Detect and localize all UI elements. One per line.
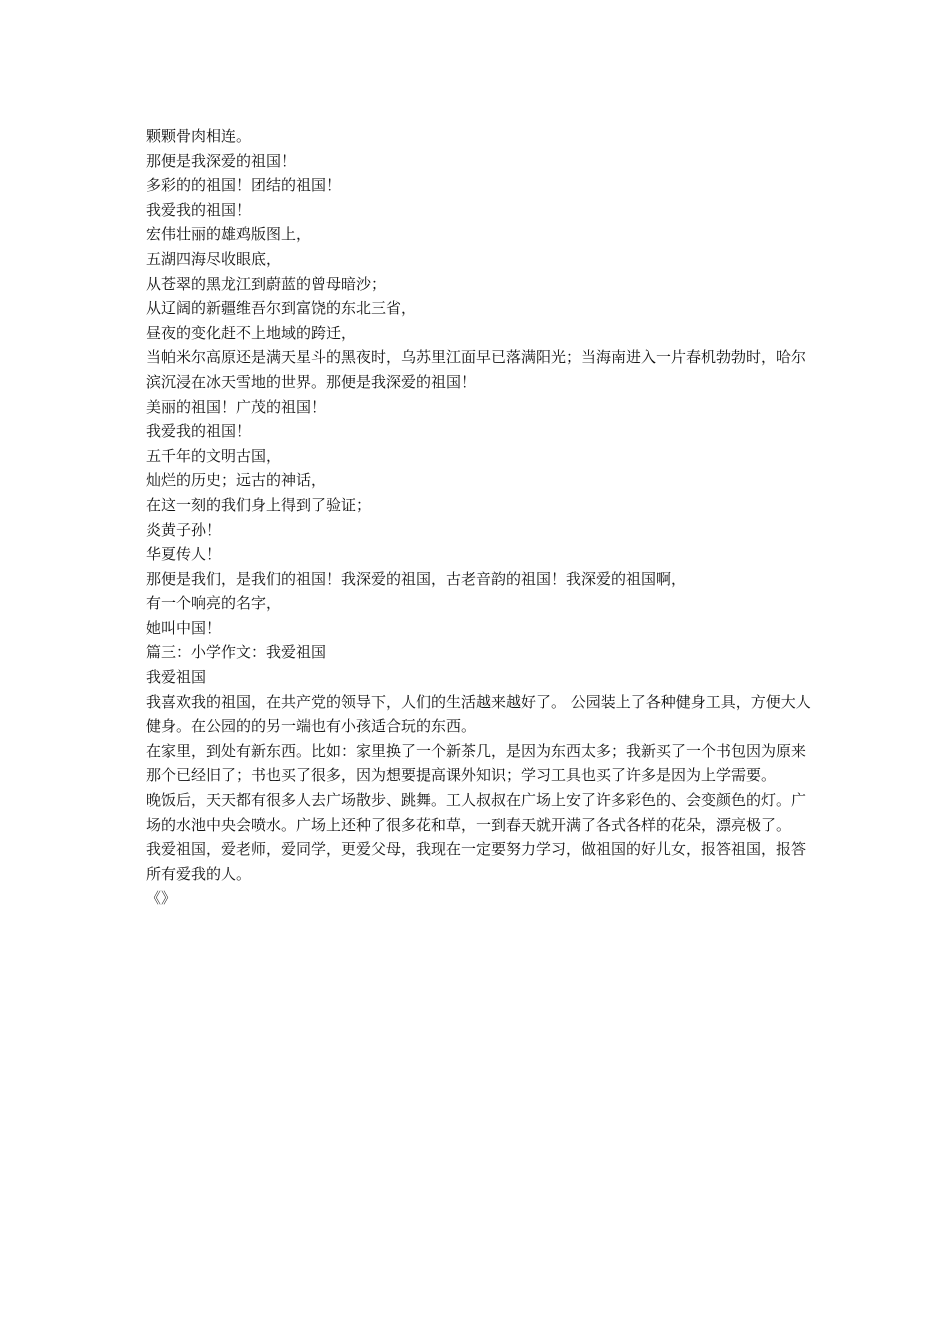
- text-line: 那便是我们，是我们的祖国！我深爱的祖国，古老音韵的祖国！我深爱的祖国啊，: [146, 569, 687, 588]
- text-line: 宏伟壮丽的雄鸡版图上，: [146, 225, 312, 244]
- text-line: 五湖四海尽收眼底，: [146, 249, 282, 268]
- text-line: 从辽阔的新疆维吾尔到富饶的东北三省，: [146, 299, 417, 318]
- text-paragraph: 我爱祖国，爱老师，爱同学，更爱父母，我现在一定要努力学习，做祖国的好儿女，报答祖国，报答所有爱我的人。: [146, 840, 807, 883]
- document-body: [146, 124, 818, 911]
- text-line: 华夏传人！: [146, 545, 222, 564]
- text-line: 《》: [146, 889, 177, 908]
- text-line: 昼夜的变化赶不上地域的跨迁，: [146, 323, 357, 342]
- section-heading: 篇三：小学作文：我爱祖国: [146, 643, 327, 662]
- text-paragraph: 在家里，到处有新东西。比如：家里换了一个新茶几，是因为东西太多；我新买了一个书包因为原来那个已经旧了；书也买了很多，因为想要提高课外知识；学习工具也买了许多是因为上学需要。: [146, 741, 807, 785]
- text-line: 五千年的文明古国，: [146, 446, 282, 465]
- text-line: 在这一刻的我们身上得到了验证；: [146, 495, 372, 514]
- text-line: 从苍翠的黑龙江到蔚蓝的曾母暗沙；: [146, 274, 387, 293]
- essay-title: 我爱祖国: [146, 668, 207, 687]
- text-line: 她叫中国！: [146, 618, 222, 637]
- text-line: 有一个响亮的名字，: [146, 594, 282, 613]
- text-line: 灿烂的历史；远古的神话，: [146, 471, 327, 490]
- text-paragraph: 我喜欢我的祖国，在共产党的领导下，人们的生活越来越好了。 公园装上了各种健身工具，方便大人健身。在公园的的另一端也有小孩适合玩的东西。: [146, 692, 811, 736]
- text-line: 那便是我深爱的祖国！: [146, 151, 297, 170]
- text-paragraph: 晚饭后，天天都有很多人去广场散步、跳舞。工人叔叔在广场上安了许多彩色的、会变颜色的灯。广场的水池中央会喷水。广场上还种了很多花和草，一到春天就开满了各式各样的花朵，漂亮极了。: [146, 791, 807, 834]
- text-line: 我爱我的祖国！: [146, 422, 252, 441]
- text-paragraph: 当帕米尔高原还是满天星斗的黑夜时，乌苏里江面早已落满阳光；当海南进入一片春机勃勃时，哈尔滨沉浸在冰天雪地的世界。那便是我深爱的祖国！: [146, 348, 807, 391]
- text-line: 多彩的的祖国！团结的祖国！: [146, 176, 342, 195]
- text-line: 颗颗骨肉相连。: [146, 127, 252, 145]
- text-line: 我爱我的祖国！: [146, 200, 252, 219]
- text-line: 美丽的祖国！广茂的祖国！: [146, 397, 327, 416]
- text-line: 炎黄子孙！: [146, 520, 222, 539]
